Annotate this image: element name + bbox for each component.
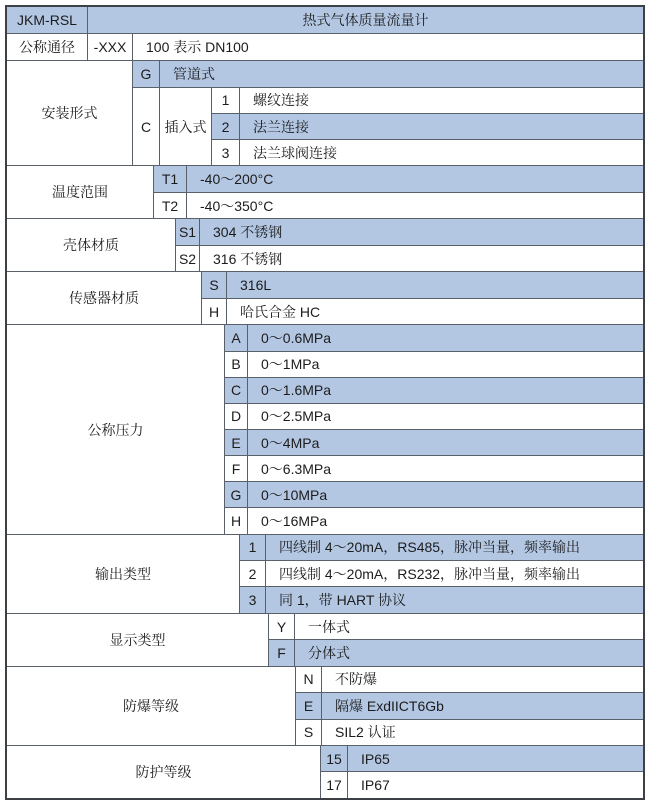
nominal-diameter-label: 公称通径	[7, 34, 88, 60]
option-row	[212, 114, 643, 140]
option-row	[202, 299, 643, 325]
housing-material-label: 壳体材质	[7, 219, 176, 271]
option-value: -40～200°C	[200, 170, 274, 187]
option-row	[296, 667, 643, 693]
option-code: T2	[154, 193, 187, 219]
option-value: 四线制 4～20mA，RS485，脉冲当量，频率输出	[279, 539, 581, 556]
option-code: A	[225, 325, 248, 350]
option-code: G	[133, 61, 160, 87]
section-sensor-material	[7, 272, 643, 325]
option-row	[225, 352, 643, 378]
insertion-code: C	[133, 88, 160, 165]
option-row	[176, 246, 643, 272]
option-code: H	[202, 299, 227, 325]
option-row	[296, 720, 643, 745]
model-cell: JKM-RSL	[7, 7, 88, 33]
option-code: B	[225, 352, 248, 377]
option-row	[269, 614, 643, 641]
insertion-label: 插入式	[160, 88, 212, 165]
option-code: S	[296, 720, 322, 745]
option-row-pipe	[133, 61, 643, 88]
option-code: 2	[240, 561, 266, 586]
option-code: 17	[321, 772, 348, 798]
option-code: 1	[240, 535, 266, 560]
option-code: S2	[176, 246, 200, 272]
explosion-proof-label: 防爆等级	[7, 667, 296, 745]
option-row	[154, 166, 643, 193]
option-code: C	[225, 378, 248, 403]
option-row	[202, 272, 643, 299]
option-code: H	[225, 508, 248, 533]
sensor-material-label: 传感器材质	[7, 272, 202, 324]
nominal-pressure-label: 公称压力	[7, 325, 225, 533]
option-value: 管道式	[173, 65, 215, 82]
header-row	[7, 7, 643, 34]
option-value: 0～1.6MPa	[261, 382, 332, 399]
section-housing-material	[7, 219, 643, 272]
option-code: 15	[321, 746, 348, 772]
option-code: 3	[240, 587, 266, 612]
option-row	[225, 325, 643, 351]
option-row	[154, 193, 643, 219]
option-value: 同 1，带 HART 协议	[279, 592, 407, 609]
option-value: 一体式	[308, 618, 350, 635]
option-row	[296, 693, 643, 719]
insertion-subsection	[133, 88, 643, 165]
option-code: 2	[212, 114, 240, 139]
option-row	[321, 746, 643, 773]
option-value: 哈氏合金 HC	[240, 303, 321, 320]
section-display-type	[7, 614, 643, 667]
option-row	[240, 535, 643, 561]
display-type-label: 显示类型	[7, 614, 269, 666]
option-value: 0～0.6MPa	[261, 329, 332, 346]
option-row	[212, 140, 643, 165]
option-value: 螺纹连接	[253, 92, 309, 109]
product-title: 热式气体质量流量计	[88, 7, 643, 33]
protection-class-label: 防护等级	[7, 746, 321, 798]
option-code: Y	[269, 614, 295, 640]
section-protection-class	[7, 746, 643, 798]
option-value: SIL2 认证	[335, 724, 396, 741]
option-code: 3	[212, 140, 240, 165]
section-output-type	[7, 535, 643, 614]
option-code: N	[296, 667, 322, 692]
option-value: 316L	[240, 277, 272, 294]
option-value: 法兰球阀连接	[253, 144, 337, 161]
section-temperature-range	[7, 166, 643, 219]
option-row	[225, 430, 643, 456]
option-code: 1	[212, 88, 240, 113]
option-value: 不防爆	[335, 671, 377, 688]
option-code: S	[202, 272, 227, 298]
temperature-range-label: 温度范围	[7, 166, 154, 218]
option-value: 0～10MPa	[261, 486, 328, 503]
option-row	[225, 508, 643, 533]
option-value: 0～1MPa	[261, 356, 320, 373]
option-value: -40～350°C	[200, 197, 274, 214]
option-row	[269, 640, 643, 666]
section-installation	[7, 61, 643, 166]
option-value: 0～16MPa	[261, 513, 328, 530]
section-nominal-pressure	[7, 325, 643, 534]
option-code: S1	[176, 219, 200, 245]
option-value: 0～2.5MPa	[261, 408, 332, 425]
option-value: IP65	[361, 750, 390, 767]
option-value: 304 不锈钢	[213, 224, 283, 241]
option-code: T1	[154, 166, 187, 192]
option-code: G	[225, 482, 248, 507]
option-value: 法兰连接	[253, 118, 309, 135]
option-code: F	[269, 640, 295, 666]
nominal-diameter-code: -XXX	[88, 34, 133, 60]
option-row	[240, 587, 643, 612]
option-value: 四线制 4～20mA，RS232，脉冲当量，频率输出	[279, 565, 581, 582]
option-row	[321, 772, 643, 798]
option-value: 0～6.3MPa	[261, 460, 332, 477]
option-row	[225, 404, 643, 430]
option-value: 分体式	[308, 645, 350, 662]
option-value: 316 不锈钢	[213, 250, 283, 267]
option-row	[212, 88, 643, 114]
option-code: E	[225, 430, 248, 455]
option-row	[225, 456, 643, 482]
option-value: 0～4MPa	[261, 434, 320, 451]
spec-table	[5, 5, 645, 800]
option-code: F	[225, 456, 248, 481]
output-type-label: 输出类型	[7, 535, 240, 613]
option-value: 隔爆 ExdIICT6Gb	[335, 697, 444, 714]
option-row	[176, 219, 643, 246]
option-row	[225, 378, 643, 404]
option-code: D	[225, 404, 248, 429]
nominal-diameter-value: 100 表示 DN100	[146, 39, 249, 56]
section-explosion-proof	[7, 667, 643, 746]
option-row	[240, 561, 643, 587]
section-nominal-diameter	[7, 34, 643, 61]
option-code: E	[296, 693, 322, 718]
option-value: IP67	[361, 777, 390, 794]
option-row	[225, 482, 643, 508]
installation-label: 安装形式	[7, 61, 133, 165]
